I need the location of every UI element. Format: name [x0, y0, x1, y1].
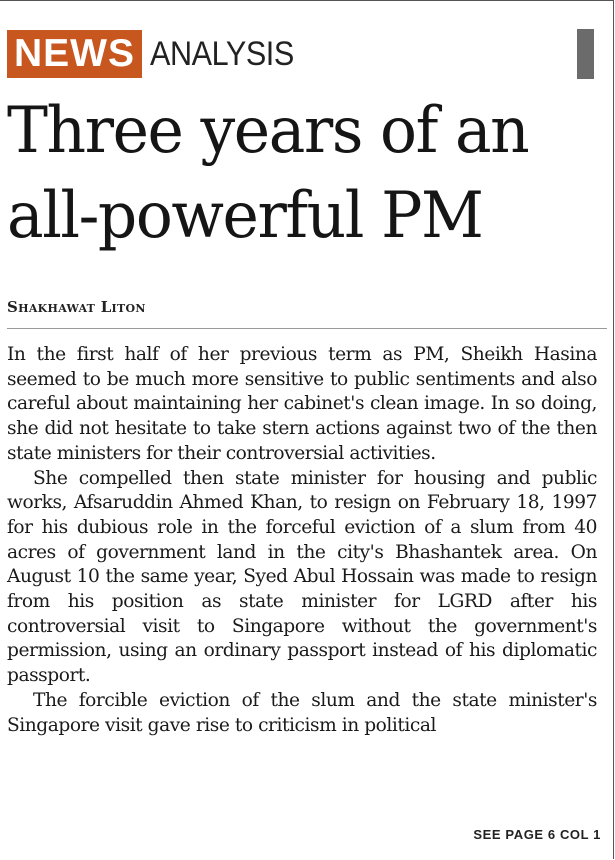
byline: Shakhawat Liton	[7, 298, 146, 316]
column-marker	[577, 29, 594, 79]
byline-divider	[7, 328, 607, 329]
paragraph-1: In the first half of her previous term as PM, Sheikh Hasina seemed to be much more sensitive to public sentiments and also careful about maintaining her cabinet's clean image. In so doing, she did not hesitate to take stern actions against two of the then state ministers for their controversial activities.	[7, 344, 597, 464]
headline: Three years of an all-powerful PM	[7, 94, 529, 253]
news-label: NEWS	[7, 30, 142, 78]
analysis-label: ANALYSIS	[150, 34, 294, 73]
continuation-note: SEE PAGE 6 COL 1	[473, 827, 601, 842]
paragraph-2: She compelled then state minister for housing and public works, Afsaruddin Ahmed Khan, to resign on February 18, 1997 for his dubious role in the forceful eviction of a slum from 40 acres of government land in the city's Bhashantek area. On August 10 the same year, Syed Abul Hossain was made to resign from his position as state minister for LGRD after his controversial visit to Singapore without the government's permission, using an ordinary passport instead of his diplomatic passport.	[7, 467, 597, 687]
paragraph-3: The forcible eviction of the slum and the state minister's Singapore visit gave rise to criticism in political	[7, 689, 597, 736]
section-kicker	[7, 30, 310, 78]
article-body	[7, 343, 597, 738]
